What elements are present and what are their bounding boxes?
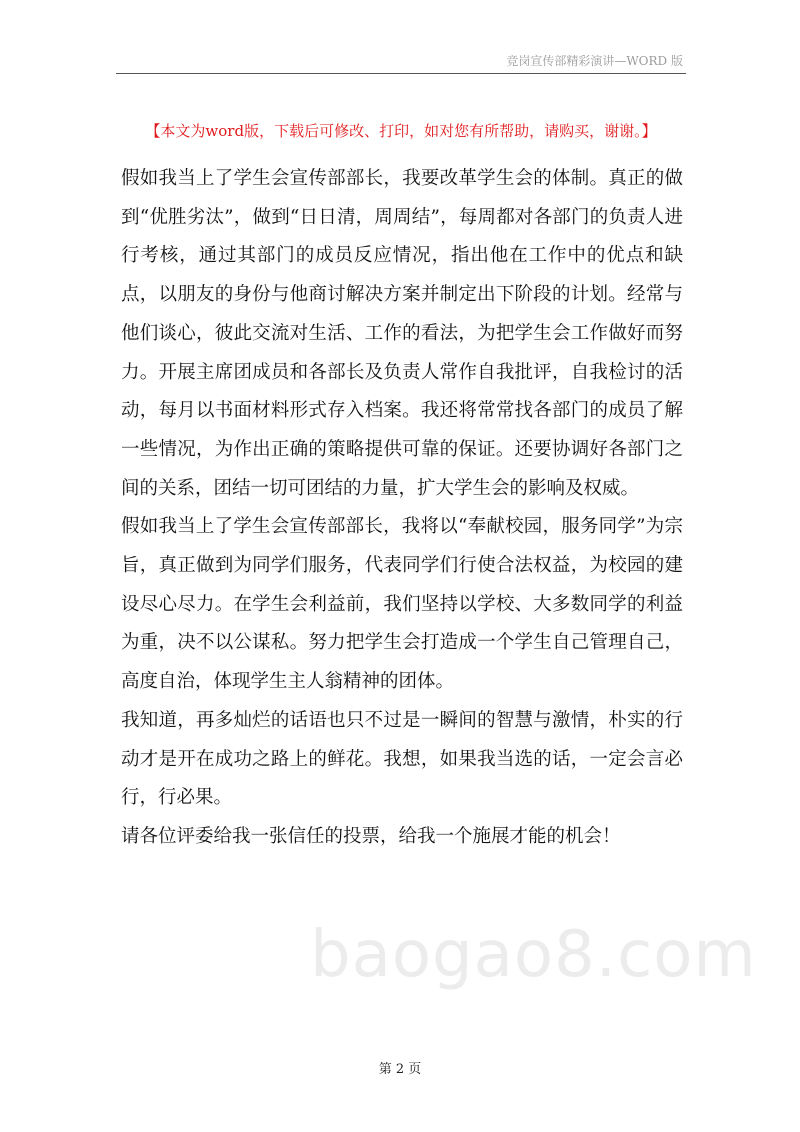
download-notice: 【本文为word版，下载后可修改、打印，如对您有所帮助，请购买，谢谢。】 [145, 122, 657, 140]
paragraph-3: 我知道，再多灿烂的话语也只不过是一瞬间的智慧与激情，朴实的行动才是开在成功之路上的鲜花。我想，如果我当选的话，一定会言必行，行必果。 [121, 709, 683, 809]
header-divider [116, 73, 686, 74]
page-header-title: 竞岗宣传部精彩演讲—WORD 版 [506, 54, 683, 68]
paragraph-1: 假如我当上了学生会宣传部部长，我要改革学生会的体制。真正的做到“优胜劣汰”，做到“日日清，周周结”，每周都对各部门的负责人进行考核，通过其部门的成员反应情况，指出他在工作中的优点和缺点，以朋友的身份与他商讨解决方案并制定出下阶段的计划。经常与他们谈心，彼此交流对生活、工作的看法，为把学生会工作做好而努力。开展主席团成员和各部长及负责人常作自我批评，自我检讨的活动，每月以书面材料形式存入档案。我还将常常找各部门的成员了解一些情况，为作出正确的策略提供可靠的保证。还要协调好各部门之间的关系，团结一切可团结的力量，扩大学生会的影响及权威。 [121, 168, 683, 499]
paragraph-4: 请各位评委给我一张信任的投票，给我一个施展才能的机会！ [121, 825, 621, 847]
page-number: 第 2 页 [378, 1062, 422, 1077]
paragraph-2: 假如我当上了学生会宣传部部长，我将以“奉献校园，服务同学”为宗旨，真正做到为同学们服务，代表同学们行使合法权益，为校园的建设尽心尽力。在学生会利益前，我们坚持以学校、大多数同学的利益为重，决不以公谋私。努力把学生会打造成一个学生自己管理自己，高度自治，体现学生主人翁精神的团体。 [121, 516, 683, 693]
watermark: baogao8.com [310, 918, 757, 992]
document-body [121, 160, 683, 857]
